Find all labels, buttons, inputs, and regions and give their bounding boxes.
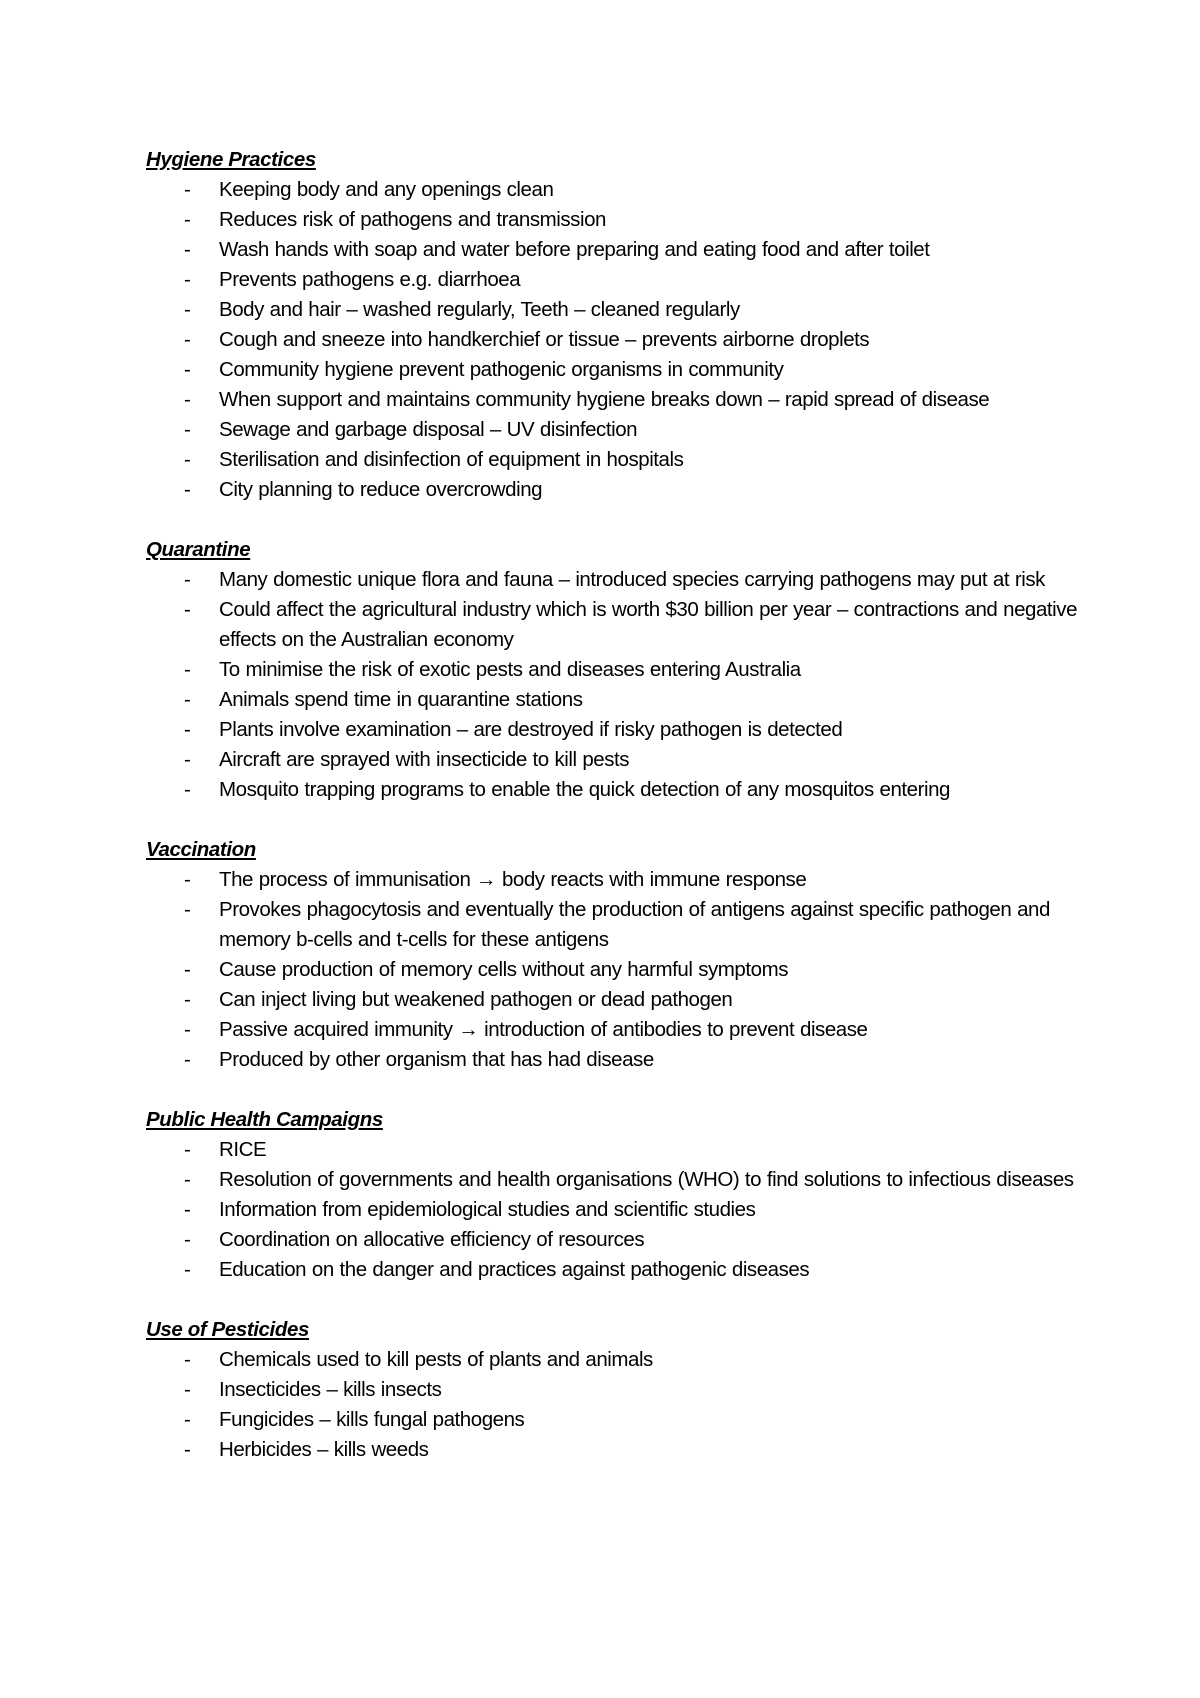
bullet-dash: - bbox=[184, 568, 191, 591]
bullet-dash: - bbox=[184, 988, 191, 1011]
list-item bbox=[146, 1225, 1086, 1255]
list-item bbox=[146, 355, 1086, 385]
list-item bbox=[146, 1435, 1086, 1465]
bullet-dash: - bbox=[184, 1048, 191, 1071]
bullet-list bbox=[146, 1345, 1086, 1465]
bullet-dash: - bbox=[184, 328, 191, 351]
list-item bbox=[146, 1135, 1086, 1165]
bullet-dash: - bbox=[184, 208, 191, 231]
list-item bbox=[146, 1255, 1086, 1285]
list-item bbox=[146, 595, 1086, 655]
list-item-text: Plants involve examination – are destroyed if risky pathogen is detected bbox=[219, 718, 843, 741]
bullet-dash: - bbox=[184, 1198, 191, 1221]
section-heading: Hygiene Practices bbox=[146, 148, 316, 171]
list-item-text: Produced by other organism that has had disease bbox=[219, 1048, 654, 1071]
bullet-dash: - bbox=[184, 298, 191, 321]
list-item-text: Animals spend time in quarantine stations bbox=[219, 688, 583, 711]
bullet-dash: - bbox=[184, 688, 191, 711]
list-item-text: Insecticides – kills insects bbox=[219, 1378, 442, 1401]
bullet-dash: - bbox=[184, 268, 191, 291]
section-heading: Use of Pesticides bbox=[146, 1318, 309, 1341]
list-item bbox=[146, 1375, 1086, 1405]
list-item bbox=[146, 685, 1086, 715]
list-item bbox=[146, 295, 1086, 325]
section-quarantine bbox=[146, 535, 1086, 805]
bullet-dash: - bbox=[184, 748, 191, 771]
section-use-of-pesticides bbox=[146, 1315, 1086, 1465]
document-body bbox=[146, 145, 1086, 1495]
list-item-text: Body and hair – washed regularly, Teeth – cleaned regularly bbox=[219, 298, 740, 321]
bullet-dash: - bbox=[184, 1378, 191, 1401]
bullet-dash: - bbox=[184, 1168, 191, 1191]
list-item bbox=[146, 775, 1086, 805]
bullet-dash: - bbox=[184, 418, 191, 441]
section-heading: Public Health Campaigns bbox=[146, 1108, 383, 1131]
bullet-dash: - bbox=[184, 358, 191, 381]
list-item bbox=[146, 445, 1086, 475]
list-item-text: Fungicides – kills fungal pathogens bbox=[219, 1408, 525, 1431]
list-item-text: When support and maintains community hygiene breaks down – rapid spread of disease bbox=[219, 388, 990, 411]
bullet-dash: - bbox=[184, 778, 191, 801]
list-item bbox=[146, 985, 1086, 1015]
bullet-list bbox=[146, 565, 1086, 805]
bullet-dash: - bbox=[184, 1408, 191, 1431]
bullet-list bbox=[146, 1135, 1086, 1285]
bullet-dash: - bbox=[184, 958, 191, 981]
list-item-text: Herbicides – kills weeds bbox=[219, 1438, 429, 1461]
list-item-text: Education on the danger and practices against pathogenic diseases bbox=[219, 1258, 810, 1281]
list-item-text: Resolution of governments and health organisations (WHO) to find solutions to infectious diseases bbox=[219, 1168, 1074, 1191]
list-item-text: Mosquito trapping programs to enable the quick detection of any mosquitos entering bbox=[219, 778, 950, 801]
list-item bbox=[146, 1165, 1086, 1195]
section-hygiene-practices bbox=[146, 145, 1086, 505]
bullet-dash: - bbox=[184, 868, 191, 891]
bullet-list bbox=[146, 175, 1086, 505]
list-item bbox=[146, 1045, 1086, 1075]
list-item bbox=[146, 1015, 1086, 1045]
list-item bbox=[146, 895, 1086, 955]
list-item bbox=[146, 1345, 1086, 1375]
bullet-dash: - bbox=[184, 388, 191, 411]
section-heading: Quarantine bbox=[146, 538, 251, 561]
list-item-text: Reduces risk of pathogens and transmission bbox=[219, 208, 606, 231]
list-item bbox=[146, 325, 1086, 355]
bullet-dash: - bbox=[184, 1438, 191, 1461]
list-item-text: Cause production of memory cells without any harmful symptoms bbox=[219, 958, 789, 981]
list-item-text: Keeping body and any openings clean bbox=[219, 178, 554, 201]
bullet-list bbox=[146, 865, 1086, 1075]
list-item-text: Community hygiene prevent pathogenic organisms in community bbox=[219, 358, 784, 381]
bullet-dash: - bbox=[184, 178, 191, 201]
list-item bbox=[146, 565, 1086, 595]
list-item-text: Sterilisation and disinfection of equipment in hospitals bbox=[219, 448, 684, 471]
list-item bbox=[146, 1405, 1086, 1435]
list-item-text: The process of immunisation → body reacts with immune response bbox=[219, 868, 807, 891]
section-heading: Vaccination bbox=[146, 838, 256, 861]
bullet-dash: - bbox=[184, 1138, 191, 1161]
bullet-dash: - bbox=[184, 1258, 191, 1281]
list-item-text: Passive acquired immunity → introduction of antibodies to prevent disease bbox=[219, 1018, 868, 1041]
list-item-text: Wash hands with soap and water before preparing and eating food and after toilet bbox=[219, 238, 930, 261]
list-item-text: City planning to reduce overcrowding bbox=[219, 478, 543, 501]
list-item-text: Many domestic unique flora and fauna – introduced species carrying pathogens may put at risk bbox=[219, 568, 1045, 591]
bullet-dash: - bbox=[184, 1018, 191, 1041]
list-item-text: Information from epidemiological studies and scientific studies bbox=[219, 1198, 756, 1221]
section-public-health-campaigns bbox=[146, 1105, 1086, 1285]
list-item-text: Can inject living but weakened pathogen or dead pathogen bbox=[219, 988, 733, 1011]
list-item bbox=[146, 865, 1086, 895]
list-item-text: Aircraft are sprayed with insecticide to kill pests bbox=[219, 748, 630, 771]
list-item bbox=[146, 655, 1086, 685]
list-item-text: To minimise the risk of exotic pests and diseases entering Australia bbox=[219, 658, 801, 681]
bullet-dash: - bbox=[184, 658, 191, 681]
list-item bbox=[146, 415, 1086, 445]
list-item bbox=[146, 385, 1086, 415]
list-item-text: Sewage and garbage disposal – UV disinfection bbox=[219, 418, 638, 441]
bullet-dash: - bbox=[184, 898, 191, 921]
list-item-text: RICE bbox=[219, 1138, 267, 1161]
list-item bbox=[146, 265, 1086, 295]
bullet-dash: - bbox=[184, 1348, 191, 1371]
list-item bbox=[146, 745, 1086, 775]
bullet-dash: - bbox=[184, 598, 191, 621]
list-item-text: Chemicals used to kill pests of plants and animals bbox=[219, 1348, 653, 1371]
list-item bbox=[146, 955, 1086, 985]
list-item-text: Provokes phagocytosis and eventually the production of antigens against specific pathogen and memory b-cells and t-cells for these antigens bbox=[219, 898, 1050, 951]
section-vaccination bbox=[146, 835, 1086, 1075]
bullet-dash: - bbox=[184, 448, 191, 471]
bullet-dash: - bbox=[184, 238, 191, 261]
bullet-dash: - bbox=[184, 718, 191, 741]
list-item bbox=[146, 175, 1086, 205]
bullet-dash: - bbox=[184, 1228, 191, 1251]
list-item-text: Prevents pathogens e.g. diarrhoea bbox=[219, 268, 521, 291]
list-item bbox=[146, 715, 1086, 745]
list-item-text: Cough and sneeze into handkerchief or tissue – prevents airborne droplets bbox=[219, 328, 870, 351]
list-item bbox=[146, 235, 1086, 265]
list-item bbox=[146, 205, 1086, 235]
list-item-text: Could affect the agricultural industry which is worth $30 billion per year – contractions and negative effects on the Australian economy bbox=[219, 598, 1078, 651]
bullet-dash: - bbox=[184, 478, 191, 501]
list-item bbox=[146, 1195, 1086, 1225]
list-item-text: Coordination on allocative efficiency of resources bbox=[219, 1228, 645, 1251]
list-item bbox=[146, 475, 1086, 505]
